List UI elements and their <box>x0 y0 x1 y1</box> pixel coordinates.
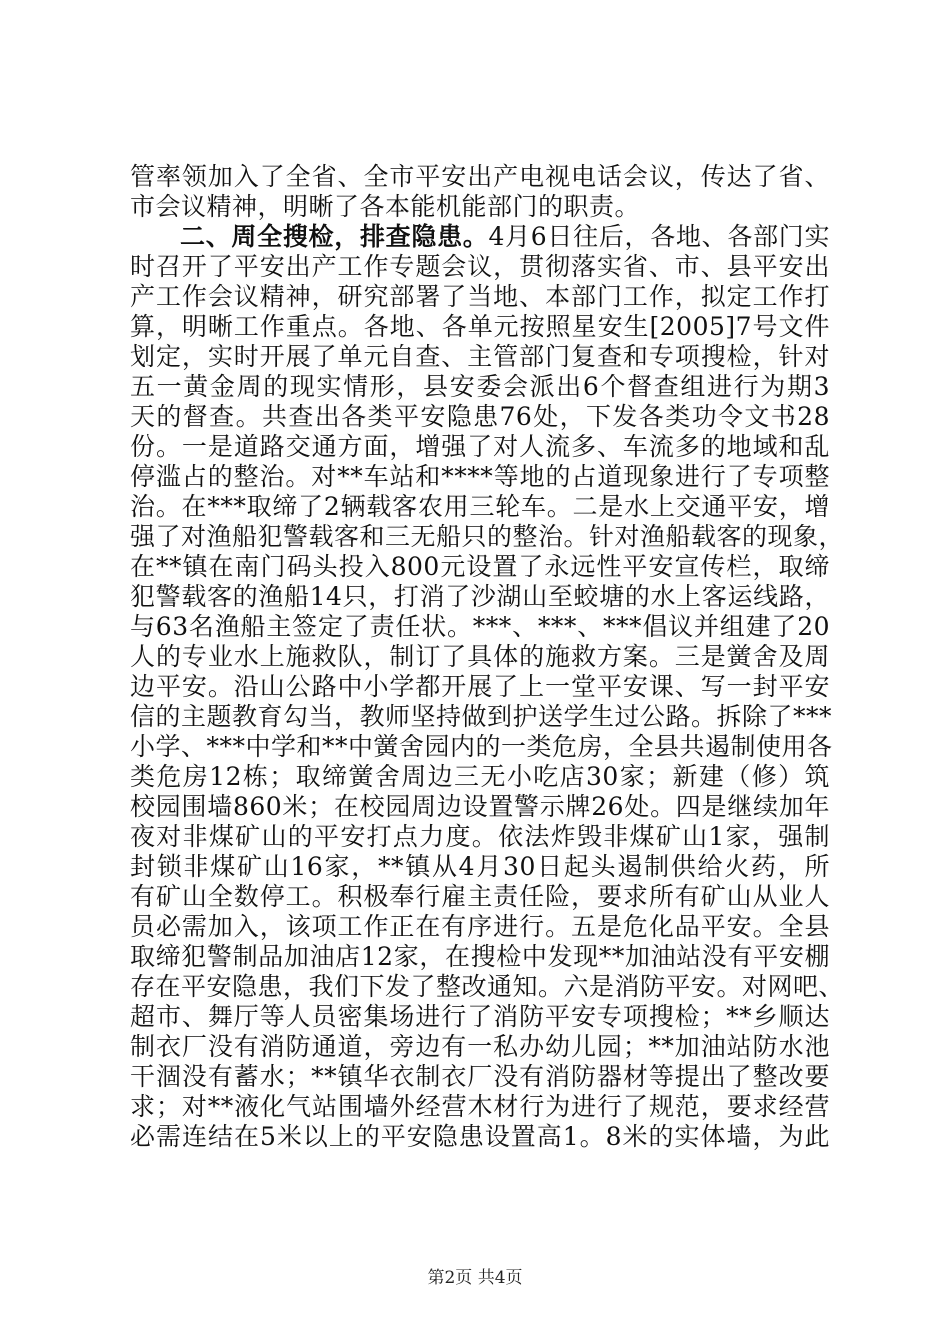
paragraph-line: 强了对渔船犯警载客和三无船只的整治。针对渔船载客的现象， <box>130 522 845 551</box>
paragraph-line: 求；对**液化气站围墙外经营木材行为进行了规范，要求经营 <box>130 1092 830 1121</box>
paragraph-line: 份。一是道路交通方面，增强了对人流多、车流多的地域和乱 <box>130 432 830 461</box>
paragraph-line: 产工作会议精神，研究部署了当地、本部门工作，拟定工作打 <box>130 282 830 311</box>
paragraph-line: 有矿山全数停工。积极奉行雇主责任险，要求所有矿山从业人 <box>130 882 830 911</box>
paragraph-line: 划定，实时开展了单元自查、主管部门复查和专项搜检，针对 <box>130 342 830 371</box>
paragraph-line: 员必需加入，该项工作正在有序进行。五是危化品平安。全县 <box>130 912 830 941</box>
section-heading: 二、周全搜检，排查隐患。 <box>180 222 489 251</box>
paragraph-line: 封锁非煤矿山16家，**镇从4月30日起头遏制供给火药，所 <box>130 852 830 881</box>
paragraph-line: 干涸没有蓄水；**镇华衣制衣厂没有消防器材等提出了整改要 <box>130 1062 830 1091</box>
paragraph-line: 边平安。沿山公路中小学都开展了上一堂平安课、写一封平安 <box>130 672 830 701</box>
paragraph-line: 类危房12栋；取缔黉舍周边三无小吃店30家；新建（修）筑 <box>130 762 830 791</box>
paragraph-line-text: 4月6日往后，各地、各部门实 <box>488 222 830 251</box>
paragraph-line: 在**镇在南门码头投入800元设置了永远性平安宣传栏，取缔 <box>130 552 830 581</box>
paragraph-line: 制衣厂没有消防通道，旁边有一私办幼儿园；**加油站防水池 <box>130 1032 830 1061</box>
paragraph-line: 治。在***取缔了2辆载客农用三轮车。二是水上交通平安，增 <box>130 492 830 521</box>
document-body <box>130 162 845 1152</box>
paragraph-line: 时召开了平安出产工作专题会议，贯彻落实省、市、县平安出 <box>130 252 830 281</box>
paragraph-line: 小学、***中学和**中黉舍园内的一类危房，全县共遏制使用各 <box>130 732 833 761</box>
paragraph-line: 必需连结在5米以上的平安隐患设置高1。8米的实体墙，为此 <box>130 1122 830 1151</box>
paragraph-line: 超市、舞厅等人员密集场进行了消防平安专项搜检；**乡顺达 <box>130 1002 830 1031</box>
paragraph-line: 与63名渔船主签定了责任状。***、***、***倡议并组建了20 <box>130 612 830 641</box>
page-number-footer: 第2页 共4页 <box>427 1268 523 1288</box>
paragraph-line: 市会议精神，明晰了各本能机能部门的职责。 <box>130 192 641 221</box>
paragraph-line: 取缔犯警制品加油店12家，在搜检中发现**加油站没有平安棚 <box>130 942 830 971</box>
paragraph-line <box>130 222 830 252</box>
paragraph-line: 算，明晰工作重点。各地、各单元按照星安生[2005]7号文件 <box>130 312 830 341</box>
paragraph-line: 校园围墙860米；在校园周边设置警示牌26处。四是继续加年 <box>130 792 830 821</box>
paragraph-line: 停滥占的整治。对**车站和****等地的占道现象进行了专项整 <box>130 462 830 491</box>
paragraph-line: 五一黄金周的现实情形，县安委会派出6个督查组进行为期3 <box>130 372 830 401</box>
paragraph-line: 人的专业水上施救队，制订了具体的施救方案。三是黉舍及周 <box>130 642 830 671</box>
paragraph-line: 夜对非煤矿山的平安打点力度。依法炸毁非煤矿山1家，强制 <box>130 822 830 851</box>
paragraph-line: 信的主题教育勾当，教师坚持做到护送学生过公路。拆除了*** <box>130 702 833 731</box>
paragraph-line: 天的督查。共查出各类平安隐患76处，下发各类功令文书28 <box>130 402 830 431</box>
paragraph-line: 存在平安隐患，我们下发了整改通知。六是消防平安。对网吧、 <box>130 972 845 1001</box>
paragraph-line: 犯警载客的渔船14只，打消了沙湖山至蛟塘的水上客运线路， <box>130 582 830 611</box>
paragraph-line: 管率领加入了全省、全市平安出产电视电话会议，传达了省、 <box>130 162 830 191</box>
